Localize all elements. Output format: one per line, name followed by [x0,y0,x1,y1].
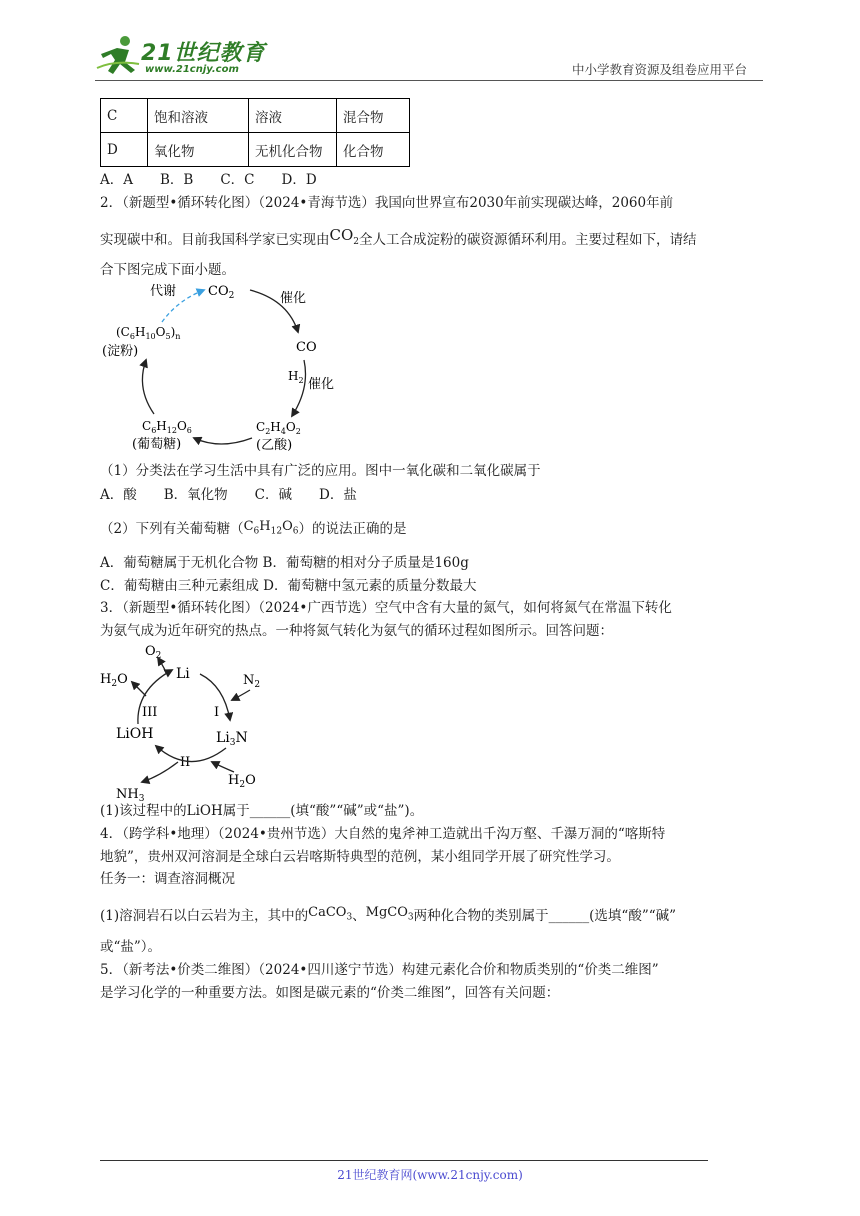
label-step1: I [214,705,220,720]
q3-stem-line1: 3．（新题型•循环转化图）（2024•广西节选）空气中含有大量的氮气，如何将氮气在常温下转化 [100,600,672,616]
label-putaotang: (葡萄糖) [132,437,182,452]
platform-name: 中小学教育资源及组卷应用平台 [572,62,748,77]
q4-sub1-line2: 或“盐”）。 [100,939,162,955]
formula-c6h12o6: $C_6H_{12}O_6$ [243,519,299,537]
node-co2: $CO_2$ [208,284,235,301]
table-cell: 饱和溶液 [148,99,249,133]
starch-synthesis-cycle-diagram [100,278,340,458]
table-cell: C [101,99,148,133]
table-row [101,99,410,133]
q4-stem-line2: 地貌”，贵州双河溶洞是全球白云岩喀斯特典型的范例，某小组同学开展了研究性学习。 [100,849,620,865]
node-n2: $N_2$ [243,673,261,690]
label-step2: II [180,755,191,770]
q2-stem-line2 [100,226,697,256]
arrow-acetic-to-glucose [194,438,252,444]
header-rule [95,80,763,81]
label-step3: III [142,705,158,720]
table-row [101,133,410,167]
arrow-n2-in [232,690,250,700]
node-nh3: $NH_3$ [116,787,145,804]
footer-rule [100,1160,708,1161]
q1-options: A．A B．B C．C D．D [100,172,317,188]
table-cell: D [101,133,148,167]
q4-task1: 任务一：调查溶洞概况 [100,871,235,887]
q2-sub1-options: A．酸 B．氧化物 C．碱 D．盐 [100,487,357,503]
node-o2: $O_2$ [145,644,162,661]
arrow-glucose-to-starch [142,360,154,414]
q3-sub1: (1)该过程中的LiOH属于______(填“酸”“碱”或“盐”)。 [100,803,424,819]
label-dianfen: (淀粉) [102,344,139,359]
formula-co2: $CO_2$ [329,226,360,247]
q2-stem-line2-post: 全人工合成淀粉的碳资源循环利用。主要过程如下，请结 [359,232,697,248]
node-lioh: LiOH [116,726,154,742]
node-h2o-left: $H_2O$ [100,672,128,689]
q4-stem-line1: 4．（跨学科•地理）（2024•贵州节选）大自然的鬼斧神工造就出千沟万壑、千瀑万洞的“喀斯特 [100,826,666,842]
q3-stem-line2: 为氨气成为近年研究的热点。一种将氮气转化为氨气的循环过程如图所示。回答问题： [100,623,613,639]
arrow-li3n-to-lioh [156,746,226,762]
footer-text: 21世纪教育网(www.21cnjy.com) [337,1168,523,1182]
q4-sub1-post: 两种化合物的类别属于______(选填“酸”“碱” [413,908,677,924]
label-daixie: 代谢 [150,284,177,299]
q2-sub2-post: ）的说法正确的是 [298,521,407,537]
q4-sub1-pre: (1)溶洞岩石以白云岩为主，其中的 [100,908,309,924]
q4-sub1-sep: 、 [352,908,366,924]
node-co: CO [296,340,317,355]
node-li: Li [176,666,190,682]
label-cuihua-1: 催化 [280,291,307,306]
q2-sub2-option-ab: A．葡萄糖属于无机化合物 B．葡萄糖的相对分子质量是160g [100,555,469,571]
q4-sub1 [100,906,676,932]
label-h2-symbol: H [288,369,299,383]
arrow-nh3-out [142,762,178,782]
table-cell: 溶液 [249,99,337,133]
formula-caco3: CaCO$_3$ [308,905,353,923]
q2-sub1: （1）分类法在学习生活中具有广泛的应用。图中一氧化碳和二氧化碳属于 [100,463,541,479]
label-h2: $H_2$ [288,369,304,385]
q2-stem-line3: 合下图完成下面小题。 [100,262,235,278]
arrow-o2-out [158,658,166,672]
formula-mgco3: MgCO$_3$ [365,905,414,923]
node-c6h12o6: $C_6H_{12}O_6$ [142,419,192,435]
q5-stem-line2: 是学习化学的一种重要方法。如图是碳元素的“价类二维图”，回答有关问题： [100,985,560,1001]
q2-sub2-pre: （2）下列有关葡萄糖（ [100,521,244,537]
table-cell: 混合物 [337,99,410,133]
logo-runner-icon [95,34,143,78]
table-cell: 氧化物 [148,133,249,167]
q2-stem-line1: 2．（新题型•循环转化图）（2024•青海节选）我国向世界宣布2030年前实现碳达峰，2060年前 [100,195,674,211]
nitrogen-ammonia-cycle-diagram [100,638,280,804]
q2-sub2 [100,519,406,545]
node-starch: $(C_6H_{10}O_5)_n$ [116,325,181,341]
label-yisuan: (乙酸) [256,438,293,453]
table-cell: 无机化合物 [249,133,337,167]
logo-text: 21世纪教育 [141,41,266,66]
node-li3n: $Li_3N$ [216,730,248,748]
node-c2h4o2: $C_2H_4O_2$ [256,420,301,436]
node-h2o-right: $H_2O$ [228,773,256,790]
q2-sub2-option-cd: C．葡萄糖由三种元素组成 D．葡萄糖中氢元素的质量分数最大 [100,578,477,594]
arrow-h2o-out [132,682,146,696]
q2-stem-line2-pre: 实现碳中和。目前我国科学家已实现由 [100,232,330,248]
table-cell: 化合物 [337,133,410,167]
label-cuihua-2: 催化 [308,377,335,392]
classification-table [100,98,410,167]
q5-stem-line1: 5．（新考法•价类二维图）（2024•四川遂宁节选）构建元素化合价和物质类别的“价类二维图” [100,962,659,978]
arrow-h2o-in [212,762,234,772]
logo-url: www.21cnjy.com [145,64,239,75]
